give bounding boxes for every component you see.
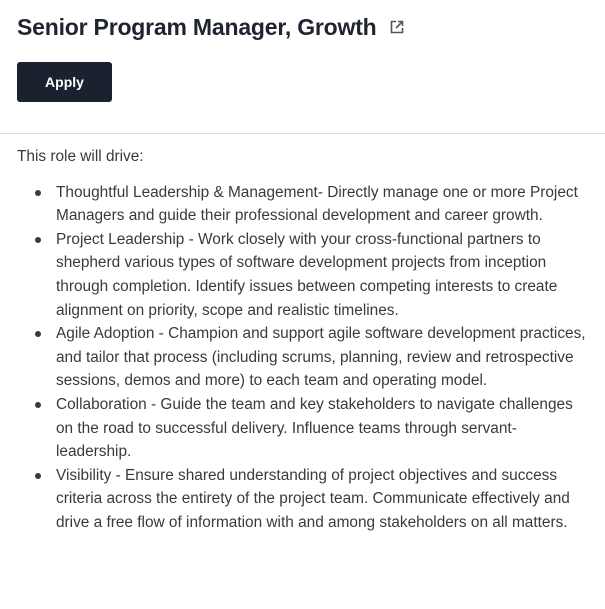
external-link-icon-glyph <box>389 19 405 35</box>
apply-button[interactable]: Apply <box>17 62 112 102</box>
list-item <box>56 464 592 535</box>
title-row <box>17 12 405 42</box>
list-item <box>56 393 592 464</box>
list-item-text: Agile Adoption - Champion and support agile software development practices, and tailor that process (including scrums, planning, review and retrospective sessions, demos and more) to each team and operating model. <box>56 325 586 390</box>
list-item <box>56 181 592 228</box>
header-divider <box>0 133 605 134</box>
job-header <box>0 0 605 133</box>
duties-list <box>17 181 592 535</box>
external-link-icon[interactable] <box>389 19 405 35</box>
bullet-icon <box>35 402 41 408</box>
list-item-text: Project Leadership - Work closely with your cross-functional partners to shepherd various types of software development projects from inception through completion. Identify issues between competing interests to create alignment on priority, scope and realistic timelines. <box>56 230 558 319</box>
list-item-text: Collaboration - Guide the team and key stakeholders to navigate challenges on the road to successful delivery. Influence teams through servant-leadership. <box>56 395 573 461</box>
bullet-icon <box>35 473 41 479</box>
list-item-text: Thoughtful Leadership & Management- Directly manage one or more Project Managers and guide their professional development and career growth. <box>56 183 578 225</box>
job-description <box>17 145 592 535</box>
list-item <box>56 228 592 322</box>
bullet-icon <box>35 190 41 196</box>
list-item <box>56 322 592 393</box>
description-intro: This role will drive: <box>17 148 144 165</box>
bullet-icon <box>35 237 41 243</box>
bullet-icon <box>35 331 41 337</box>
list-item-text: Visibility - Ensure shared understanding of project objectives and success criteria across the entirety of the project team. Communicate effectively and drive a free flow of information with and among stakeholders on all matters. <box>56 466 570 531</box>
job-title: Senior Program Manager, Growth <box>17 14 377 40</box>
